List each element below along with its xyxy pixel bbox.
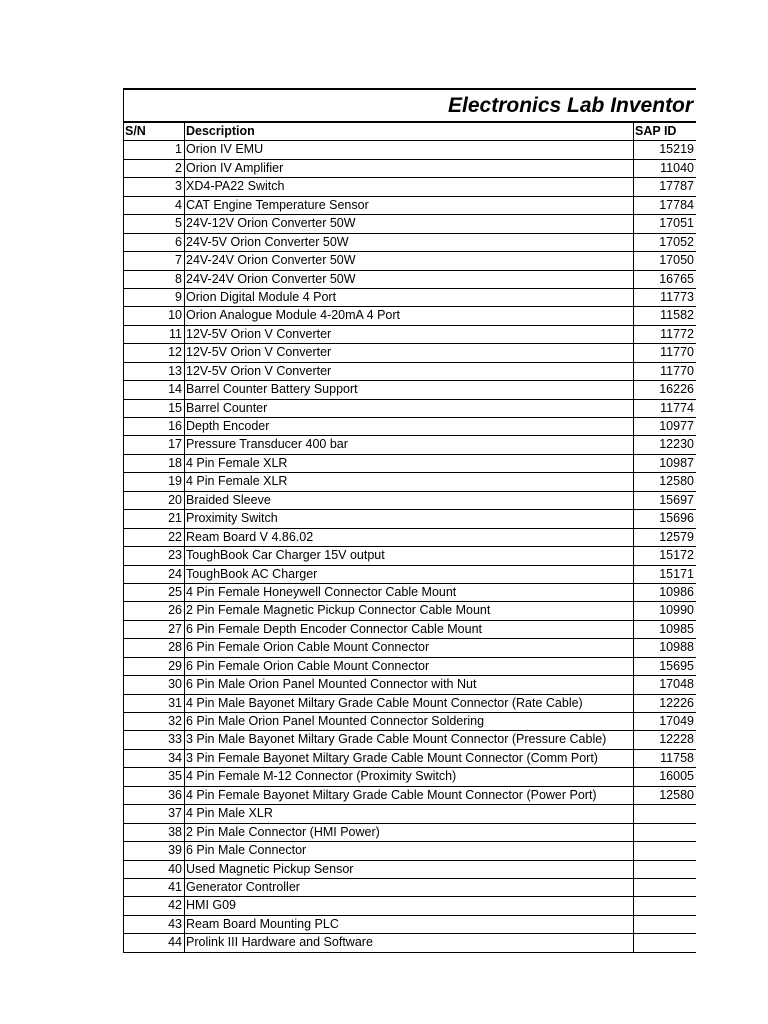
cell-sn: 26 — [124, 602, 185, 619]
cell-description: 6 Pin Female Depth Encoder Connector Cable Mount — [185, 621, 634, 638]
cell-sn: 23 — [124, 547, 185, 564]
cell-sn: 7 — [124, 252, 185, 269]
table-row — [124, 529, 696, 547]
cell-sap-id: 12580 — [659, 474, 694, 489]
inventory-sheet — [123, 88, 696, 953]
cell-description: 6 Pin Male Orion Panel Mounted Connector Soldering — [185, 713, 634, 730]
cell-sap-id: 10988 — [659, 640, 694, 655]
column-header-sap-id: SAP ID — [635, 124, 677, 138]
table-row — [124, 861, 696, 879]
cell-sap-id: 16226 — [659, 382, 694, 397]
cell-description: 6 Pin Male Orion Panel Mounted Connector with Nut — [185, 676, 634, 693]
table-row — [124, 473, 696, 491]
cell-sap-id: 11770 — [660, 345, 694, 360]
cell-description: Barrel Counter Battery Support — [185, 381, 634, 398]
table-row — [124, 897, 696, 915]
cell-sap-id: 15172 — [659, 548, 694, 563]
table-row — [124, 639, 696, 657]
cell-sn: 17 — [124, 436, 185, 453]
table-row — [124, 879, 696, 897]
cell-sap-id: 10987 — [659, 455, 694, 470]
table-row — [124, 805, 696, 823]
cell-sn: 34 — [124, 750, 185, 767]
cell-sap-id: 15696 — [659, 511, 694, 526]
cell-sap-id: 10985 — [659, 621, 694, 636]
cell-sn: 40 — [124, 861, 185, 878]
cell-sap-id: 17051 — [659, 216, 694, 231]
table-row — [124, 750, 696, 768]
cell-sn: 6 — [124, 234, 185, 251]
table-row — [124, 307, 696, 325]
cell-sap-id: 11770 — [660, 363, 694, 378]
cell-sn: 33 — [124, 731, 185, 748]
cell-sn: 22 — [124, 529, 185, 546]
cell-sap-id: 10986 — [659, 584, 694, 599]
cell-sn: 3 — [124, 178, 185, 195]
cell-sn: 35 — [124, 768, 185, 785]
cell-sn: 18 — [124, 455, 185, 472]
cell-sap-id: 17049 — [659, 714, 694, 728]
cell-sn: 2 — [124, 160, 185, 177]
cell-sn: 37 — [124, 805, 185, 822]
table-row — [124, 695, 696, 713]
cell-sn: 36 — [124, 787, 185, 804]
cell-description: 4 Pin Male Bayonet Miltary Grade Cable Mount Connector (Rate Cable) — [185, 695, 634, 712]
table-row — [124, 215, 696, 233]
cell-sn: 41 — [124, 879, 185, 896]
table-row — [124, 934, 696, 952]
cell-sap-id: 16005 — [659, 769, 694, 784]
table-row — [124, 289, 696, 307]
cell-description: Used Magnetic Pickup Sensor — [185, 861, 634, 878]
cell-description: 24V-5V Orion Converter 50W — [185, 234, 634, 251]
table-row — [124, 492, 696, 510]
table-header-row — [124, 123, 696, 141]
cell-description: Orion Analogue Module 4-20mA 4 Port — [185, 307, 634, 324]
cell-sap-id: 12228 — [659, 732, 694, 747]
cell-sn: 30 — [124, 676, 185, 693]
table-row — [124, 326, 696, 344]
cell-sap-id — [634, 824, 696, 841]
cell-sap-id: 12226 — [659, 695, 694, 710]
table-row — [124, 916, 696, 934]
table-body — [124, 141, 696, 952]
cell-description: 4 Pin Female Bayonet Miltary Grade Cable Mount Connector (Power Port) — [185, 787, 634, 804]
sheet-title: Electronics Lab Inventor — [448, 94, 694, 117]
cell-sn: 4 — [124, 197, 185, 214]
cell-sn: 24 — [124, 566, 185, 583]
table-row — [124, 418, 696, 436]
table-row — [124, 271, 696, 289]
table-row — [124, 566, 696, 584]
cell-description: 6 Pin Female Orion Cable Mount Connector — [185, 639, 634, 656]
cell-sap-id: 11772 — [660, 326, 694, 341]
table-row — [124, 768, 696, 786]
cell-sap-id: 11773 — [660, 289, 694, 304]
cell-sap-id: 11582 — [660, 308, 694, 323]
cell-description: Depth Encoder — [185, 418, 634, 435]
cell-sn: 31 — [124, 695, 185, 712]
cell-description: Ream Board Mounting PLC — [185, 916, 634, 933]
cell-sn: 12 — [124, 344, 185, 361]
cell-description: Orion IV EMU — [185, 141, 634, 158]
cell-sn: 28 — [124, 639, 185, 656]
table-row — [124, 178, 696, 196]
cell-sn: 5 — [124, 215, 185, 232]
cell-description: 4 Pin Female XLR — [185, 473, 634, 490]
cell-sap-id: 17050 — [659, 253, 694, 268]
cell-sap-id: 11758 — [660, 750, 694, 765]
cell-description: 4 Pin Female Honeywell Connector Cable Mount — [185, 584, 634, 601]
cell-sap-id: 17787 — [659, 179, 694, 194]
cell-description: ToughBook Car Charger 15V output — [185, 547, 634, 564]
cell-sn: 8 — [124, 271, 185, 288]
cell-description: ToughBook AC Charger — [185, 566, 634, 583]
table-row — [124, 436, 696, 454]
cell-description: Ream Board V 4.86.02 — [185, 529, 634, 546]
cell-sap-id: 11774 — [660, 400, 694, 415]
cell-description: 24V-12V Orion Converter 50W — [185, 215, 634, 232]
cell-description: 12V-5V Orion V Converter — [185, 326, 634, 343]
cell-description: 4 Pin Female M-12 Connector (Proximity Switch) — [185, 768, 634, 785]
cell-description: 12V-5V Orion V Converter — [185, 344, 634, 361]
cell-description: 24V-24V Orion Converter 50W — [185, 271, 634, 288]
cell-description: HMI G09 — [185, 897, 634, 914]
table-row — [124, 234, 696, 252]
cell-description: Orion Digital Module 4 Port — [185, 289, 634, 306]
table-row — [124, 842, 696, 860]
cell-description: 6 Pin Male Connector — [185, 842, 634, 859]
cell-sap-id: 12579 — [659, 529, 694, 544]
cell-sap-id: 15219 — [659, 142, 694, 157]
cell-description: Pressure Transducer 400 bar — [185, 436, 634, 453]
cell-description: 2 Pin Male Connector (HMI Power) — [185, 824, 634, 841]
cell-sap-id — [634, 842, 696, 859]
cell-sn: 11 — [124, 326, 185, 343]
table-row — [124, 141, 696, 159]
cell-sn: 14 — [124, 381, 185, 398]
cell-sap-id: 10990 — [659, 603, 694, 618]
table-row — [124, 621, 696, 639]
cell-sn: 27 — [124, 621, 185, 638]
cell-description: 3 Pin Male Bayonet Miltary Grade Cable Mount Connector (Pressure Cable) — [185, 731, 634, 748]
cell-sap-id — [634, 916, 696, 933]
table-row — [124, 676, 696, 694]
cell-sap-id: 17048 — [659, 677, 694, 692]
table-row — [124, 787, 696, 805]
column-header-description: Description — [185, 123, 634, 140]
cell-description: 6 Pin Female Orion Cable Mount Connector — [185, 658, 634, 675]
cell-sap-id: 10977 — [659, 419, 694, 433]
cell-description: 24V-24V Orion Converter 50W — [185, 252, 634, 269]
cell-sap-id — [634, 805, 696, 822]
cell-sn: 32 — [124, 713, 185, 730]
table-row — [124, 400, 696, 418]
cell-sap-id: 16765 — [659, 271, 694, 286]
table-row — [124, 658, 696, 676]
cell-description: Orion IV Amplifier — [185, 160, 634, 177]
cell-description: 4 Pin Female XLR — [185, 455, 634, 472]
cell-sn: 21 — [124, 510, 185, 527]
table-row — [124, 510, 696, 528]
table-row — [124, 252, 696, 270]
table-row — [124, 602, 696, 620]
cell-sn: 39 — [124, 842, 185, 859]
cell-sn: 29 — [124, 658, 185, 675]
cell-sn: 16 — [124, 418, 185, 435]
cell-description: 2 Pin Female Magnetic Pickup Connector Cable Mount — [185, 602, 634, 619]
cell-sn: 10 — [124, 307, 185, 324]
table-row — [124, 713, 696, 731]
table-row — [124, 160, 696, 178]
cell-sap-id: 15695 — [659, 658, 694, 673]
cell-description: Proximity Switch — [185, 510, 634, 527]
cell-sn: 1 — [124, 141, 185, 158]
cell-sap-id — [634, 934, 696, 951]
cell-sap-id: 17784 — [659, 197, 694, 212]
table-row — [124, 197, 696, 215]
table-row — [124, 455, 696, 473]
cell-description: 12V-5V Orion V Converter — [185, 363, 634, 380]
title-row — [124, 90, 696, 123]
cell-description: 4 Pin Male XLR — [185, 805, 634, 822]
cell-sn: 15 — [124, 400, 185, 417]
cell-sap-id: 12580 — [659, 787, 694, 802]
cell-sn: 20 — [124, 492, 185, 509]
table-row — [124, 344, 696, 362]
table-row — [124, 731, 696, 749]
cell-sap-id — [634, 861, 696, 878]
cell-sap-id: 15171 — [659, 566, 694, 581]
cell-description: XD4-PA22 Switch — [185, 178, 634, 195]
cell-sn: 9 — [124, 289, 185, 306]
table-row — [124, 824, 696, 842]
cell-description: 3 Pin Female Bayonet Miltary Grade Cable Mount Connector (Comm Port) — [185, 750, 634, 767]
table-row — [124, 547, 696, 565]
cell-sap-id — [634, 897, 696, 914]
cell-sn: 13 — [124, 363, 185, 380]
table-row — [124, 381, 696, 399]
cell-description: CAT Engine Temperature Sensor — [185, 197, 634, 214]
cell-description: Generator Controller — [185, 879, 634, 896]
cell-sap-id: 12230 — [659, 437, 694, 452]
cell-sn: 25 — [124, 584, 185, 601]
cell-sn: 38 — [124, 824, 185, 841]
cell-sn: 43 — [124, 916, 185, 933]
cell-sap-id: 11040 — [660, 160, 694, 175]
table-row — [124, 584, 696, 602]
cell-sn: 44 — [124, 934, 185, 951]
table-row — [124, 363, 696, 381]
cell-sap-id — [634, 879, 696, 896]
cell-sn: 42 — [124, 897, 185, 914]
cell-description: Barrel Counter — [185, 400, 634, 417]
cell-sap-id: 17052 — [659, 234, 694, 249]
cell-sap-id: 15697 — [659, 492, 694, 507]
cell-description: Braided Sleeve — [185, 492, 634, 509]
cell-description: Prolink III Hardware and Software — [185, 934, 634, 951]
column-header-sn: S/N — [124, 123, 185, 140]
cell-sn: 19 — [124, 473, 185, 490]
